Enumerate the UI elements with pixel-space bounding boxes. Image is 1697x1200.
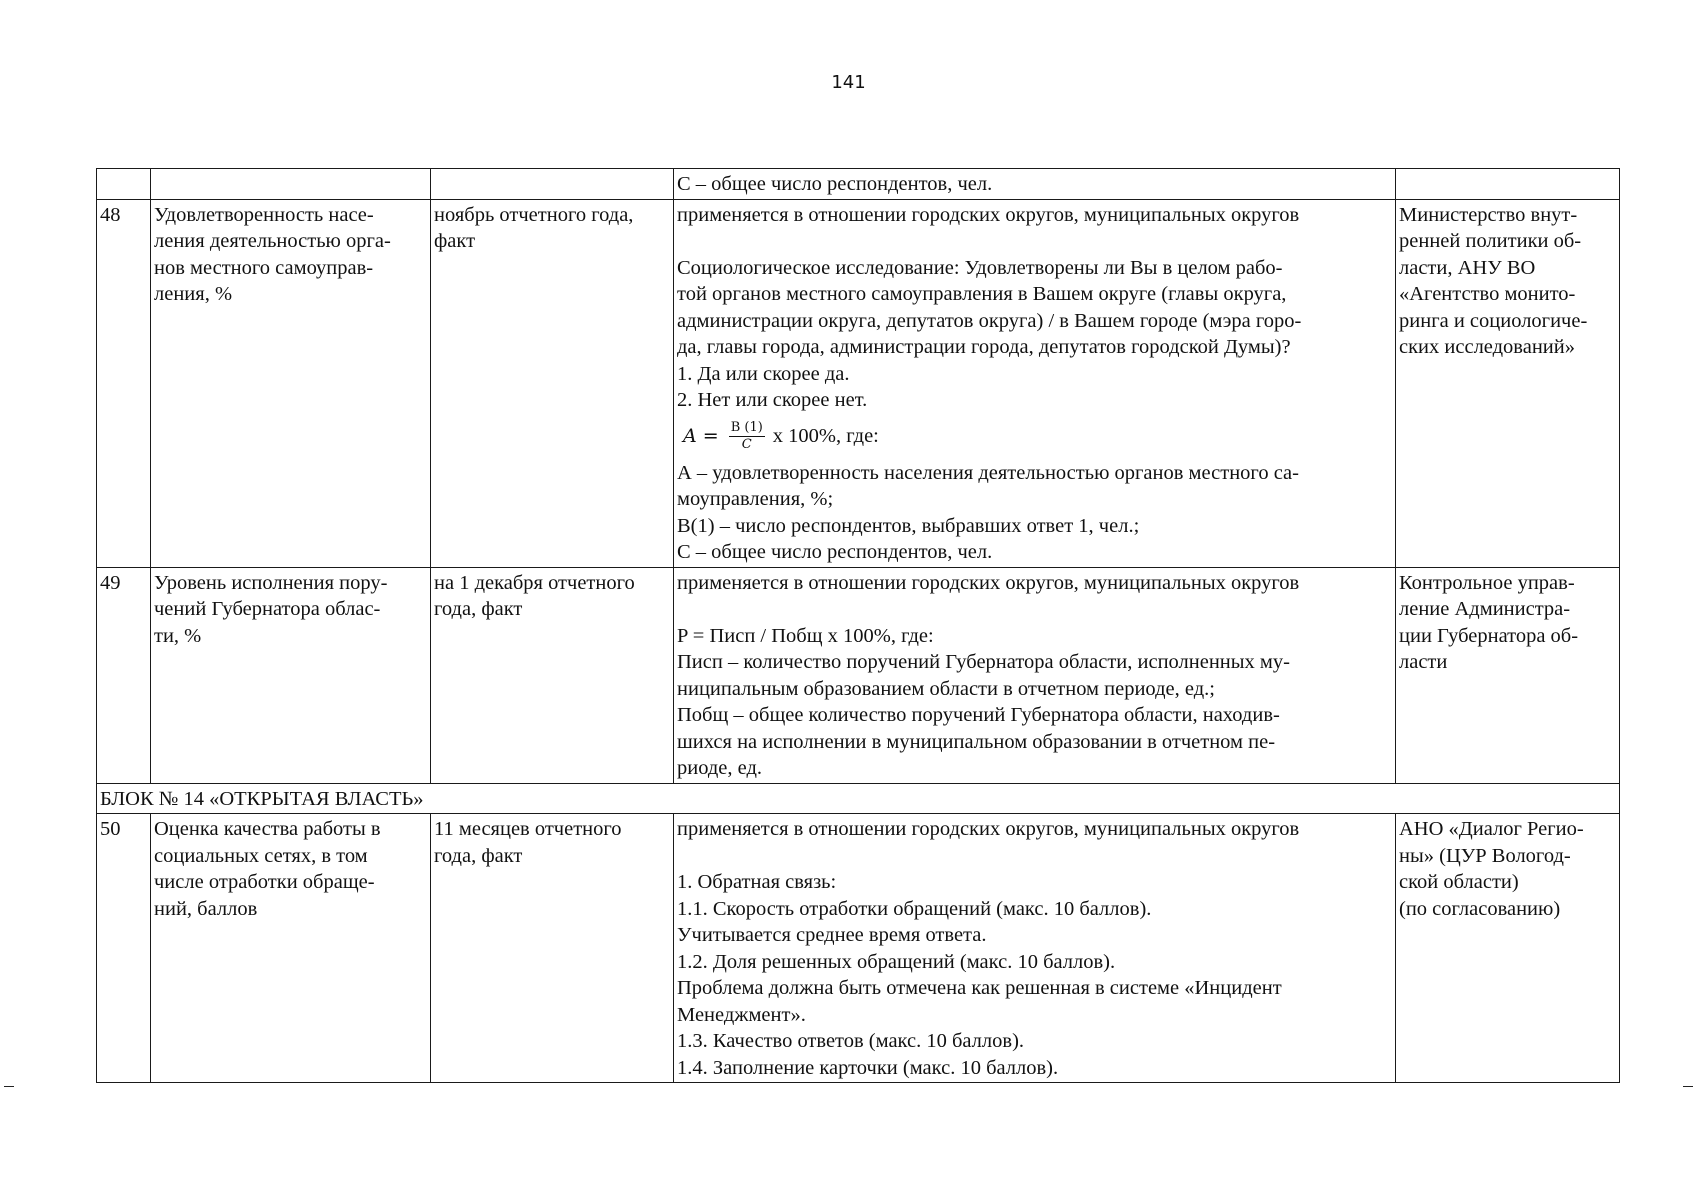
name-line: Удовлетворенность насе- xyxy=(154,203,374,226)
method-line: той органов местного самоуправления в Вашем округе (главы округа, xyxy=(677,283,1287,305)
source-line: ны» (ЦУР Вологод- xyxy=(1399,844,1571,867)
cell-name xyxy=(151,199,431,567)
method-line: применяется в отношении городских округов, муниципальных округов xyxy=(677,571,1300,594)
cell-name xyxy=(151,169,431,200)
name-line: ления, % xyxy=(154,283,233,305)
method-line: ниципальным образованием области в отчетном периоде, ед.; xyxy=(677,677,1215,700)
source-line: ренней политики об- xyxy=(1399,230,1582,252)
method-line: 2. Нет или скорее нет. xyxy=(677,389,868,411)
table-row-50 xyxy=(97,814,1620,1083)
table-row-continuation xyxy=(97,169,1620,200)
source-line: ласти, АНУ ВО xyxy=(1399,256,1536,279)
method-line: Проблема должна быть отмечена как решенная в системе «Инцидент xyxy=(677,977,1282,999)
page-number: 141 xyxy=(831,72,866,93)
source-line: ских исследований» xyxy=(1399,336,1575,358)
source-line: Контрольное управ- xyxy=(1399,571,1575,594)
cell-method xyxy=(674,169,1396,200)
name-line: Оценка качества работы в xyxy=(154,818,381,840)
period-line: ноябрь отчетного года, xyxy=(434,203,634,226)
name-line: социальных сетях, в том xyxy=(154,844,368,867)
formula-denominator: C xyxy=(741,437,752,452)
period-line: года, факт xyxy=(434,598,523,620)
source-line: ринга и социологиче- xyxy=(1399,309,1588,332)
method-line: А – удовлетворенность населения деятельностью органов местного са- xyxy=(677,461,1299,484)
name-line: ний, баллов xyxy=(154,897,258,920)
period-line: 11 месяцев отчетного xyxy=(434,818,622,840)
source-line: «Агентство монито- xyxy=(1399,283,1576,305)
name-line: Уровень исполнения пору- xyxy=(154,571,388,594)
cell-num: 48 xyxy=(97,199,151,567)
block-header: БЛОК № 14 «ОТКРЫТАЯ ВЛАСТЬ» xyxy=(97,783,1620,814)
method-line: применяется в отношении городских округов, муниципальных округов xyxy=(677,818,1300,840)
source-line: ласти xyxy=(1399,651,1448,673)
method-line: моуправления, %; xyxy=(677,488,834,510)
source-line: Министерство внут- xyxy=(1399,203,1578,226)
method-line: В(1) – число респондентов, выбравших ответ 1, чел.; xyxy=(677,514,1140,537)
cell-num xyxy=(97,169,151,200)
source-line: (по согласованию) xyxy=(1399,897,1561,920)
source-line: ление Администра- xyxy=(1399,598,1571,620)
right-margin-mark xyxy=(1683,1086,1693,1087)
method-line: шихся на исполнении в муниципальном образовании в отчетном пе- xyxy=(677,730,1276,753)
table-row-49 xyxy=(97,567,1620,783)
method-line: 1.4. Заполнение карточки (макс. 10 баллов). xyxy=(677,1056,1059,1079)
name-line: нов местного самоуправ- xyxy=(154,256,374,279)
period-line: факт xyxy=(434,230,476,252)
cell-method xyxy=(674,567,1396,783)
name-line: чений Губернатора облас- xyxy=(154,598,381,620)
blank-line xyxy=(677,843,1392,870)
method-line: Менеджмент». xyxy=(677,1003,806,1026)
cell-method xyxy=(674,199,1396,567)
cell-period xyxy=(431,567,674,783)
method-line: Учитывается среднее время ответа. xyxy=(677,924,987,946)
method-line: С – общее число респондентов, чел. xyxy=(677,541,993,563)
source-line: АНО «Диалог Регио- xyxy=(1399,818,1584,840)
left-margin-mark xyxy=(4,1086,14,1087)
formula-numerator: B (1) xyxy=(730,420,763,435)
method-line: 1. Обратная связь: xyxy=(677,871,837,893)
method-line: применяется в отношении городских округов, муниципальных округов xyxy=(677,203,1300,226)
method-line: Социологическое исследование: Удовлетворены ли Вы в целом рабо- xyxy=(677,256,1283,279)
cell-name xyxy=(151,567,431,783)
cell-num: 49 xyxy=(97,567,151,783)
method-line: 1.3. Качество ответов (макс. 10 баллов). xyxy=(677,1030,1025,1052)
formula-fraction xyxy=(729,420,765,453)
cell-source xyxy=(1396,814,1620,1083)
method-line: 1.2. Доля решенных обращений (макс. 10 баллов). xyxy=(677,950,1116,973)
period-line: года, факт xyxy=(434,844,523,867)
method-line: риоде, ед. xyxy=(677,757,763,779)
cell-method xyxy=(674,814,1396,1083)
blank-line xyxy=(677,596,1392,623)
method-line: да, главы города, администрации города, депутатов городской Думы)? xyxy=(677,336,1291,358)
method-line: Побщ – общее количество поручений Губернатора области, находив- xyxy=(677,704,1280,726)
indicators-table xyxy=(96,168,1620,1083)
formula xyxy=(677,414,1392,460)
method-line: администрации округа, депутатов округа) / в Вашем городе (мэра горо- xyxy=(677,309,1302,332)
cell-source xyxy=(1396,199,1620,567)
name-line: ти, % xyxy=(154,624,202,647)
table-row-48 xyxy=(97,199,1620,567)
method-line: С – общее число респондентов, чел. xyxy=(677,173,993,195)
cell-source xyxy=(1396,567,1620,783)
cell-period xyxy=(431,169,674,200)
cell-name xyxy=(151,814,431,1083)
blank-line xyxy=(677,228,1392,255)
name-line: ления деятельностью орга- xyxy=(154,230,391,252)
method-line: Писп – количество поручений Губернатора области, исполненных му- xyxy=(677,651,1290,673)
formula-lhs: A = xyxy=(683,425,719,448)
cell-period xyxy=(431,814,674,1083)
cell-num: 50 xyxy=(97,814,151,1083)
formula-rhs: x 100%, где: xyxy=(772,425,879,448)
cell-period xyxy=(431,199,674,567)
source-line: ской области) xyxy=(1399,871,1519,893)
method-line: 1. Да или скорее да. xyxy=(677,362,850,385)
table-row-block-header xyxy=(97,783,1620,814)
period-line: на 1 декабря отчетного xyxy=(434,571,635,594)
cell-source xyxy=(1396,169,1620,200)
method-line: 1.1. Скорость отработки обращений (макс. 10 баллов). xyxy=(677,897,1152,920)
name-line: числе отработки обраще- xyxy=(154,871,375,893)
method-line: P = Писп / Побщ x 100%, где: xyxy=(677,624,934,647)
source-line: ции Губернатора об- xyxy=(1399,624,1579,647)
